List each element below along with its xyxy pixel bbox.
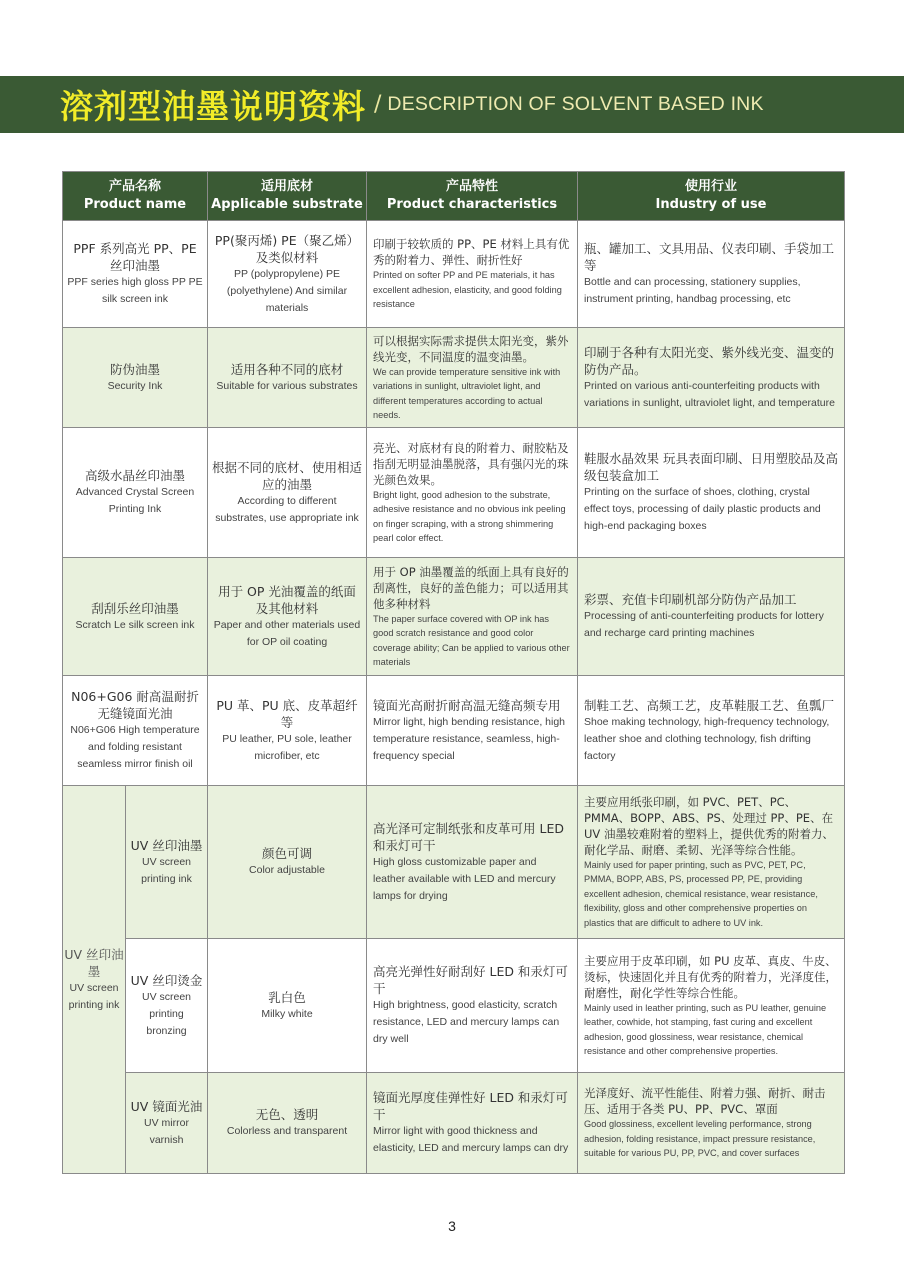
characteristics-cell xyxy=(367,786,578,939)
col-header-en: Product characteristics xyxy=(386,197,558,212)
uv-group-name-cn: UV 丝印油墨 xyxy=(64,946,124,979)
characteristics-cell xyxy=(367,221,578,328)
substrate-en: Color adjustable xyxy=(249,864,325,876)
col-header-product-name xyxy=(63,172,208,221)
characteristics-cn: 可以根据实际需求提供太阳光变，紫外线光变，不同温度的温变油墨。 xyxy=(373,333,569,364)
characteristics-en: We can provide temperature sensitive ink with variations in sunlight, ultraviolet light, and different temperatures according to actual needs. xyxy=(373,366,561,420)
characteristics-cell xyxy=(367,676,578,786)
substrate-cn: PU 革、PU 底、皮革超纤等 xyxy=(216,697,358,730)
characteristics-en: The paper surface covered with OP ink has good scratch resistance and good color coverage ability; Can be applied to various other materials xyxy=(373,613,570,667)
product-name-cell xyxy=(63,221,208,328)
product-name-cell xyxy=(126,786,208,939)
substrate-en: PP (polypropylene) PE (polyethylene) And similar materials xyxy=(226,267,348,314)
product-name-cn: UV 镜面光油 xyxy=(130,1098,203,1114)
industry-en: Mainly used for paper printing, such as PVC, PET, PC, PMMA, BOPP, ABS, PS, processed PP, PE, providing excellent adhesion, chemical resistance, wear resistance, flexibility, gloss and other comprehensive properties on plastics that are difficult to adhere to UV ink. xyxy=(584,859,818,928)
title-banner xyxy=(0,76,904,133)
industry-en: Bottle and can processing, stationery supplies, instrument printing, handbag processing, etc xyxy=(584,276,801,305)
title-en: DESCRIPTION OF SOLVENT BASED INK xyxy=(387,93,764,115)
industry-cell xyxy=(578,676,845,786)
industry-cell xyxy=(578,1073,845,1174)
product-name-cn: PPF 系列高光 PP、PE 丝印油墨 xyxy=(73,241,197,273)
industry-cn: 彩票、充值卡印刷机部分防伪产品加工 xyxy=(584,592,797,607)
characteristics-cn: 镜面光厚度佳弹性好 LED 和汞灯可干 xyxy=(373,1090,568,1122)
industry-en: Printed on various anti-counterfeiting products with variations in sunlight, ultraviolet light, and temperature xyxy=(584,379,835,409)
substrate-en: Suitable for various substrates xyxy=(216,379,358,392)
characteristics-cn: 亮光、对底材有良的附着力、耐胶粘及指刮无明显油墨脱落，具有强闪光的珠光颜色效果。 xyxy=(373,440,569,487)
col-header-en: Applicable substrate xyxy=(211,197,363,212)
product-name-en: Security Ink xyxy=(107,379,163,392)
substrate-cn: 乳白色 xyxy=(268,989,306,1005)
substrate-cell xyxy=(208,786,367,939)
substrate-cell xyxy=(208,428,367,558)
substrate-cn: PP(聚丙烯) PE（聚乙烯）及类似材料 xyxy=(214,232,360,265)
table-row xyxy=(63,221,845,328)
table-header-row xyxy=(63,172,845,221)
characteristics-cn: 高亮光弹性好耐刮好 LED 和汞灯可干 xyxy=(373,964,568,996)
characteristics-cn: 高光泽可定制纸张和皮革可用 LED 和汞灯可干 xyxy=(373,820,564,853)
industry-cn: 瓶、罐加工、文具用品、仪表印刷、手袋加工等 xyxy=(584,241,835,273)
page-number: 3 xyxy=(448,1218,456,1234)
product-name-cell xyxy=(63,676,208,786)
product-name-en: UV screen printing ink xyxy=(141,855,192,885)
col-header-cn: 适用底材 xyxy=(260,179,313,194)
product-name-cn: 高级水晶丝印油墨 xyxy=(84,468,185,483)
substrate-en: PU leather, PU sole, leather microfiber, etc xyxy=(222,732,352,762)
characteristics-cell xyxy=(367,939,578,1073)
industry-cell xyxy=(578,428,845,558)
industry-en: Processing of anti-counterfeiting products for lottery and recharge card printing machines xyxy=(584,610,824,639)
substrate-cell xyxy=(208,328,367,428)
substrate-cn: 用于 OP 光油覆盖的纸面及其他材料 xyxy=(218,583,356,616)
characteristics-cn: 用于 OP 油墨覆盖的纸面上具有良好的刮离性，良好的盖色能力；可以适用其他多种材料 xyxy=(373,564,569,611)
industry-cn: 主要应用于皮革印刷，如 PU 皮革、真皮、牛皮、烫标，快速固化并且有优秀的附着力，光泽度佳，耐磨性，耐化学性等综合性能。 xyxy=(584,953,837,1000)
substrate-cn: 根据不同的底材、使用相适应的油墨 xyxy=(212,459,363,492)
product-name-en: UV mirror varnish xyxy=(144,1116,189,1146)
industry-cell xyxy=(578,221,845,328)
uv-group-cell xyxy=(63,786,126,1174)
col-header-characteristics xyxy=(367,172,578,221)
characteristics-en: Mirror light, high bending resistance, high temperature resistance, seamless, high-frequency special xyxy=(373,715,566,762)
substrate-cell xyxy=(208,939,367,1073)
product-name-en: N06+G06 High temperature and folding resistant seamless mirror finish oil xyxy=(70,724,200,770)
characteristics-en: Printed on softer PP and PE materials, it has excellent adhesion, elasticity, and good folding resistance xyxy=(373,270,562,310)
industry-cn: 光泽度好、流平性能佳、附着力强、耐折、耐击压、适用于各类 PU、PP、PVC、罩面 xyxy=(584,1086,826,1117)
uv-group-name-en: UV screen printing ink xyxy=(68,981,120,1011)
characteristics-en: Bright light, good adhesion to the substrate, adhesive resistance and no obvious ink peeling on finger scraping, with a strong shimmering pearl color effect. xyxy=(373,489,566,543)
substrate-en: According to different substrates, use appropriate ink xyxy=(215,494,359,524)
col-header-cn: 产品名称 xyxy=(108,179,161,194)
substrate-cell xyxy=(208,676,367,786)
col-header-cn: 使用行业 xyxy=(684,179,737,194)
product-name-cell xyxy=(63,558,208,676)
characteristics-cn: 镜面光高耐折耐高温无缝高频专用 xyxy=(373,697,561,713)
characteristics-en: Mirror light with good thickness and elasticity, LED and mercury lamps can dry xyxy=(373,1125,569,1154)
substrate-en: Milky white xyxy=(261,1007,313,1020)
substrate-cn: 无色、透明 xyxy=(255,1107,319,1122)
product-name-en: Scratch Le silk screen ink xyxy=(75,618,195,631)
col-header-industry xyxy=(578,172,845,221)
product-name-cn: 防伪油墨 xyxy=(109,361,160,377)
product-name-cn: N06+G06 耐高温耐折无缝镜面光油 xyxy=(71,689,199,721)
table-row xyxy=(63,328,845,428)
table-row xyxy=(63,676,845,786)
characteristics-en: High brightness, good elasticity, scratch resistance, LED and mercury lamps can dry well xyxy=(373,999,560,1045)
characteristics-en: High gloss customizable paper and leather available with LED and mercury lamps for drying xyxy=(373,855,556,902)
industry-cn: 印刷于各种有太阳光变、紫外线光变、温变的防伪产品。 xyxy=(584,344,835,377)
substrate-en: Colorless and transparent xyxy=(226,1125,348,1137)
characteristics-cell xyxy=(367,558,578,676)
industry-en: Shoe making technology, high-frequency technology, leather shoe and clothing technology, fish drifting factory xyxy=(584,715,830,762)
industry-cn: 主要应用纸张印刷，如 PVC、PET、PC、PMMA、BOPP、ABS、PS、处理过 PP、PE、在 UV 油墨较难附着的塑料上，提供优秀的附着力、耐化学品、耐磨、柔韧、光泽等综合性能。 xyxy=(584,794,834,857)
table-row xyxy=(63,428,845,558)
product-name-cell xyxy=(126,1073,208,1174)
industry-cell xyxy=(578,328,845,428)
title-cn: 溶剂型油墨说明资料 xyxy=(60,87,366,126)
product-name-cn: UV 丝印烫金 xyxy=(130,972,203,988)
characteristics-cell xyxy=(367,428,578,558)
product-name-en: PPF series high gloss PP PE silk screen ink xyxy=(67,276,203,305)
table-row xyxy=(63,1073,845,1174)
characteristics-cn: 印刷于较软质的 PP、PE 材料上具有优秀的附着力、弹性、耐折性好 xyxy=(373,237,570,268)
product-name-cell xyxy=(63,328,208,428)
characteristics-cell xyxy=(367,1073,578,1174)
title-separator: / xyxy=(374,92,382,117)
product-name-cell xyxy=(63,428,208,558)
industry-cell xyxy=(578,939,845,1073)
substrate-cn: 颜色可调 xyxy=(261,846,312,861)
table-row xyxy=(63,939,845,1073)
table-row xyxy=(63,786,845,939)
col-header-en: Industry of use xyxy=(655,197,767,212)
characteristics-cell xyxy=(367,328,578,428)
substrate-cell xyxy=(208,558,367,676)
product-name-en: UV screen printing bronzing xyxy=(141,990,192,1037)
industry-cn: 制鞋工艺、高频工艺，皮革鞋服工艺、鱼瓢厂 xyxy=(584,697,835,713)
industry-cell xyxy=(578,786,845,939)
product-name-cn: UV 丝印油墨 xyxy=(130,837,203,853)
product-name-en: Advanced Crystal Screen Printing Ink xyxy=(75,486,195,515)
industry-cell xyxy=(578,558,845,676)
industry-en: Mainly used in leather printing, such as PU leather, genuine leather, cowhide, hot stamping, fast curing and excellent adhesion, good glossiness, wear resistance, chemical resistance and other comprehensive properties. xyxy=(584,1002,827,1056)
industry-en: Good glossiness, excellent leveling performance, strong adhesion, folding resistance, impact pressure resistance, suitable for various PU, PP, PVC, and cover surfaces xyxy=(584,1119,816,1159)
substrate-cell xyxy=(208,221,367,328)
ink-spec-table xyxy=(62,171,845,1174)
industry-cn: 鞋服水晶效果 玩具表面印刷、日用塑胶品及高级包装盒加工 xyxy=(584,451,838,483)
substrate-cell xyxy=(208,1073,367,1174)
substrate-cn: 适用各种不同的底材 xyxy=(230,361,344,377)
substrate-en: Paper and other materials used for OP oil coating xyxy=(213,618,361,648)
col-header-cn: 产品特性 xyxy=(445,179,498,194)
col-header-substrate xyxy=(208,172,367,221)
product-name-cell xyxy=(126,939,208,1073)
industry-en: Printing on the surface of shoes, clothing, crystal effect toys, processing of daily plastic products and high-end packaging boxes xyxy=(584,486,821,532)
col-header-en: Product name xyxy=(83,197,187,212)
table-row xyxy=(63,558,845,676)
product-name-cn: 刮刮乐丝印油墨 xyxy=(91,600,179,616)
